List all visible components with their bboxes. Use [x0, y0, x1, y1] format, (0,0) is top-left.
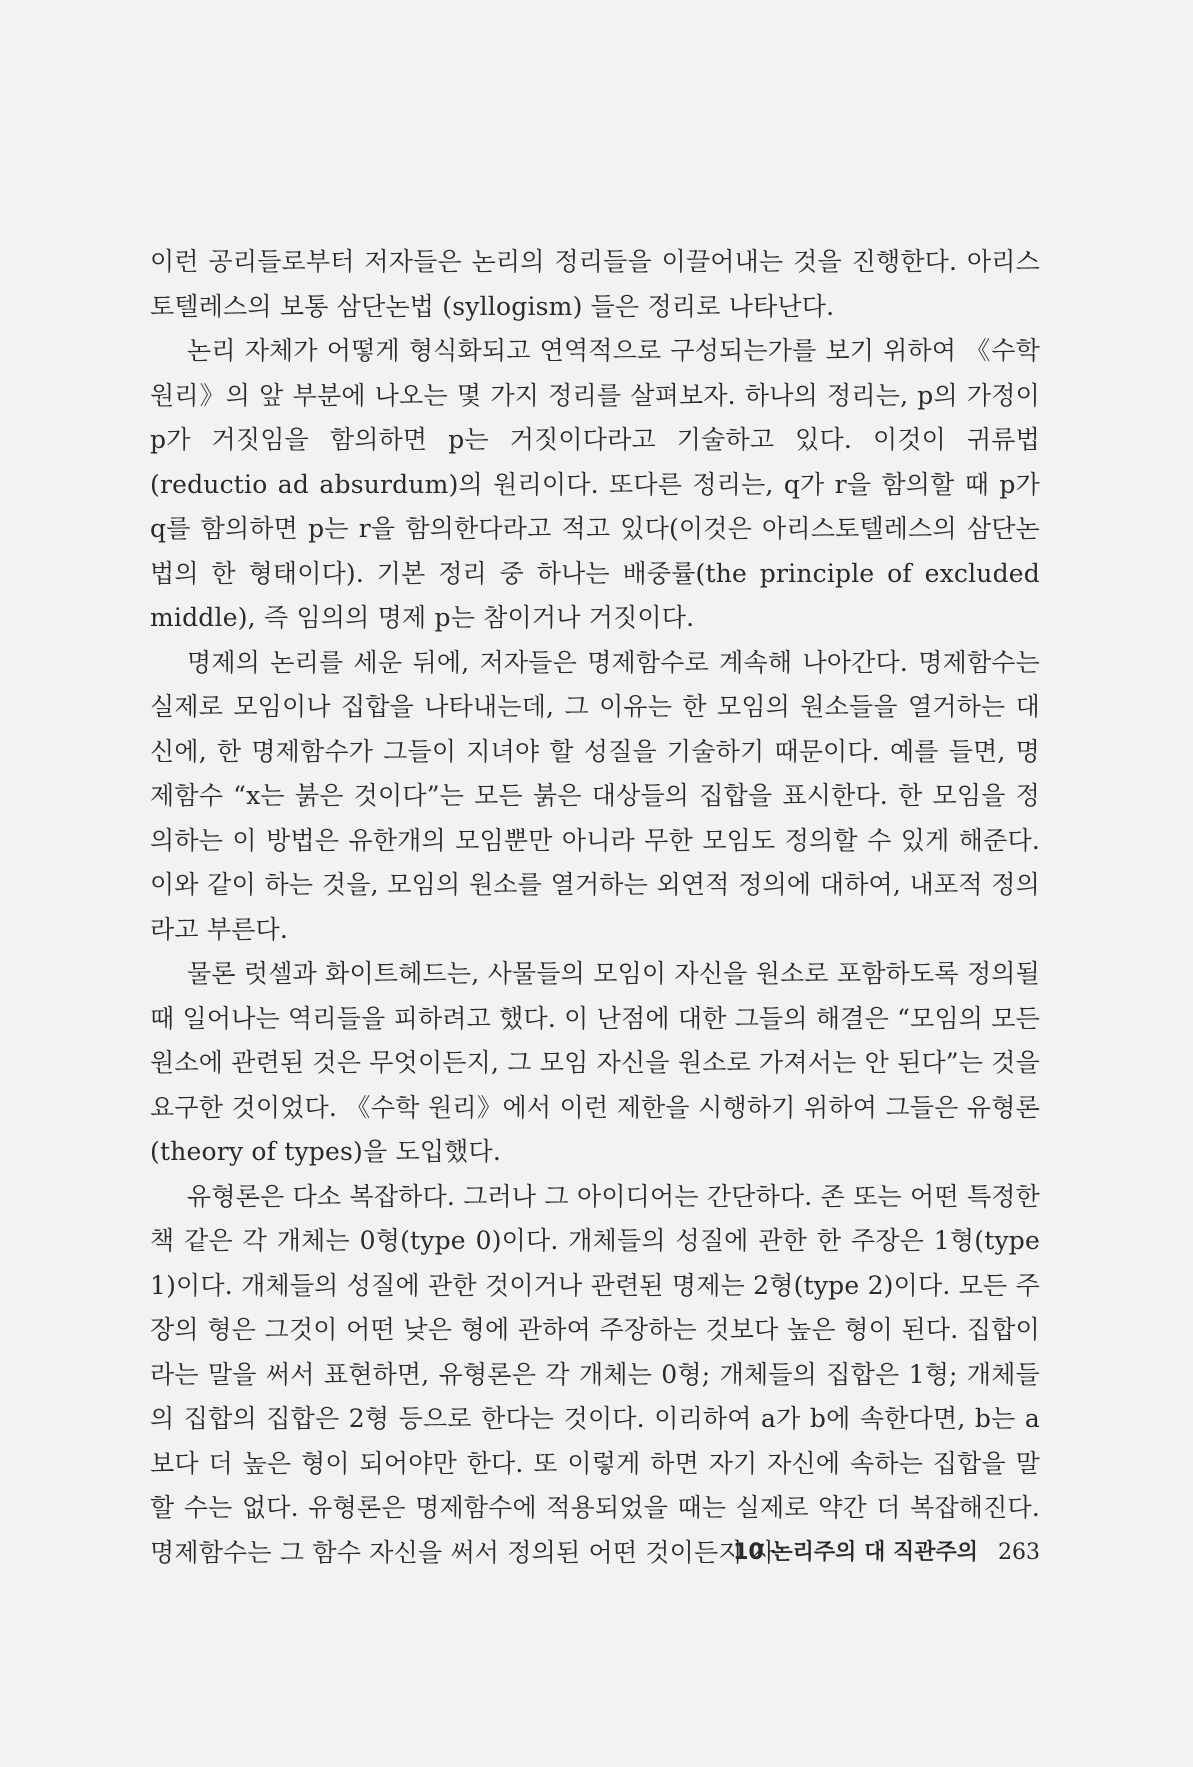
paragraph-1: 이런 공리들로부터 저자들은 논리의 정리들을 이끌어내는 것을 진행한다. 아리스토텔레스의 보통 삼단논법 (syllogism) 들은 정리로 나타난다.: [150, 247, 1040, 321]
chapter-title: 10 논리주의 대 직관주의: [733, 1540, 978, 1565]
paragraph-2: 논리 자체가 어떻게 형식화되고 연역적으로 구성되는가를 보기 위하여 《수학 원리》의 앞 부분에 나오는 몇 가지 정리를 살펴보자. 하나의 정리는, p의 가정이 p가 거짓임을 함의하면 p는 거짓이다라고 기술하고 있다. 이것이 귀류법(reductio ad absurdum)의 원리이다. 또다른 정리는, q가 r을 함의할 때 p가 q를 함의하면 p는 r을 함의한다라고 적고 있다(이것은 아리스토텔레스의 삼단논법의 한 형태이다). 기본 정리 중 하나는 배중률(the principle of excluded middle), 즉 임의의 명제 p는 참이거나 거짓이다.: [150, 336, 1040, 632]
page-footer: [660, 1535, 1040, 1566]
paragraph-4: 물론 럿셀과 화이트헤드는, 사물들의 모임이 자신을 원소로 포함하도록 정의될 때 일어나는 역리들을 피하려고 했다. 이 난점에 대한 그들의 해결은 “모임의 모든 원소에 관련된 것은 무엇이든지, 그 모임 자신을 원소로 가져서는 안 된다”는 것을 요구한 것이었다. 《수학 원리》에서 이런 제한을 시행하기 위하여 그들은 유형론(theory of types)을 도입했다.: [150, 959, 1040, 1166]
body-text: [150, 240, 1040, 1575]
page-number: 263: [998, 1540, 1040, 1565]
paragraph-5: 유형론은 다소 복잡하다. 그러나 그 아이디어는 간단하다. 존 또는 어떤 특정한 책 같은 각 개체는 0형(type 0)이다. 개체들의 성질에 관한 한 주장은 1형(type 1)이다. 개체들의 성질에 관한 것이거나 관련된 명제는 2형(type 2)이다. 모든 주장의 형은 그것이 어떤 낮은 형에 관하여 주장하는 것보다 높은 형이 된다. 집합이라는 말을 써서 표현하면, 유형론은 각 개체는 0형; 개체들의 집합은 1형; 개체들의 집합의 집합은 2형 등으로 한다는 것이다. 이리하여 a가 b에 속한다면, b는 a보다 더 높은 형이 되어야만 한다. 또 이렇게 하면 자기 자신에 속하는 집합을 말할 수는 없다. 유형론은 명제함수에 적용되었을 때는 실제로 약간 더 복잡해진다. 명제함수는 그 함수 자신을 써서 정의된 어떤 것이든지 자: [150, 1181, 1040, 1567]
paragraph-3: 명제의 논리를 세운 뒤에, 저자들은 명제함수로 계속해 나아간다. 명제함수는 실제로 모임이나 집합을 나타내는데, 그 이유는 한 모임의 원소들을 열거하는 대신에, 한 명제함수가 그들이 지녀야 할 성질을 기술하기 때문이다. 예를 들면, 명제함수 “x는 붉은 것이다”는 모든 붉은 대상들의 집합을 표시한다. 한 모임을 정의하는 이 방법은 유한개의 모임뿐만 아니라 무한 모임도 정의할 수 있게 해준다. 이와 같이 하는 것을, 모임의 원소를 열거하는 외연적 정의에 대하여, 내포적 정의라고 부른다.: [150, 647, 1040, 944]
